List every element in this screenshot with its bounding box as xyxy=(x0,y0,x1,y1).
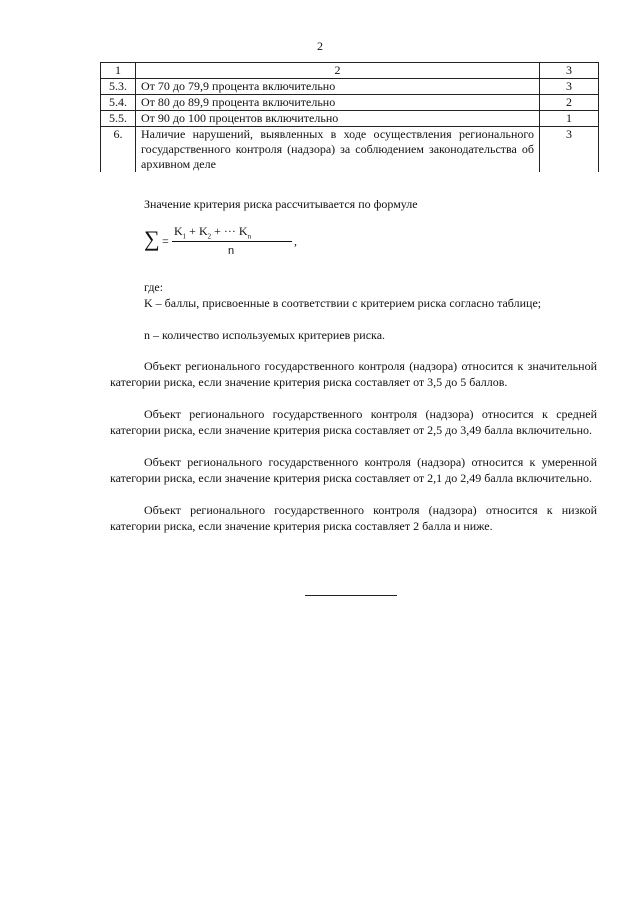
row-text: От 90 до 100 процентов включительно xyxy=(136,111,540,127)
row-number: 5.4. xyxy=(101,95,136,111)
paragraph-low-risk: Объект регионального государственного контроля (надзора) относится к низкой категории риска, если значение критерия риска составляет 2 балла и ниже. xyxy=(110,503,597,533)
formula-denominator: n xyxy=(228,245,235,257)
row-score: 3 xyxy=(540,127,599,173)
table-row xyxy=(101,79,599,95)
table-header-cell: 1 xyxy=(101,63,136,79)
formula-numerator: $K_1 + K_2$ + ··· $K_n$ xyxy=(174,224,252,241)
table-row xyxy=(101,127,599,173)
fraction-bar xyxy=(172,241,292,242)
table-row xyxy=(101,111,599,127)
sigma-symbol: ∑ xyxy=(144,226,160,251)
paragraph-significant-risk: Объект регионального государственного контроля (надзора) относится к значительной категории риска, если значение критерия риска составляет от 3,5 до 5 баллов. xyxy=(110,359,597,389)
row-score: 1 xyxy=(540,111,599,127)
table-header-cell: 2 xyxy=(136,63,540,79)
row-score: 2 xyxy=(540,95,599,111)
row-score: 3 xyxy=(540,79,599,95)
where-n-definition: n – количество используемых критериев риска. xyxy=(144,328,386,342)
row-text: Наличие нарушений, выявленных в ходе осуществления регионального государственного контроля (надзора) за соблюдением законодательства об архивном деле xyxy=(136,127,540,173)
risk-formula xyxy=(144,224,324,264)
row-text: От 80 до 89,9 процента включительно xyxy=(136,95,540,111)
paragraph-moderate-risk: Объект регионального государственного контроля (надзора) относится к умеренной категории риска, если значение критерия риска составляет от 2,1 до 2,49 балла включительно. xyxy=(110,455,597,485)
where-k-definition: K – баллы, присвоенные в соответствии с критерием риска согласно таблице; xyxy=(144,296,542,310)
row-text: От 70 до 79,9 процента включительно xyxy=(136,79,540,95)
table-header-cell: 3 xyxy=(540,63,599,79)
equals-sign: = xyxy=(162,234,169,248)
page-number: 2 xyxy=(317,39,323,53)
formula-comma: , xyxy=(294,234,297,248)
end-rule xyxy=(305,595,397,596)
row-number: 5.3. xyxy=(101,79,136,95)
table-row xyxy=(101,95,599,111)
row-number: 6. xyxy=(101,127,136,173)
criteria-table xyxy=(100,62,599,172)
paragraph-medium-risk: Объект регионального государственного контроля (надзора) относится к средней категории риска, если значение критерия риска составляет от 2,5 до 3,49 балла включительно. xyxy=(110,407,597,437)
table-header-row xyxy=(101,63,599,79)
formula-intro: Значение критерия риска рассчитывается по формуле xyxy=(144,197,418,211)
row-number: 5.5. xyxy=(101,111,136,127)
where-label: где: xyxy=(144,280,164,294)
